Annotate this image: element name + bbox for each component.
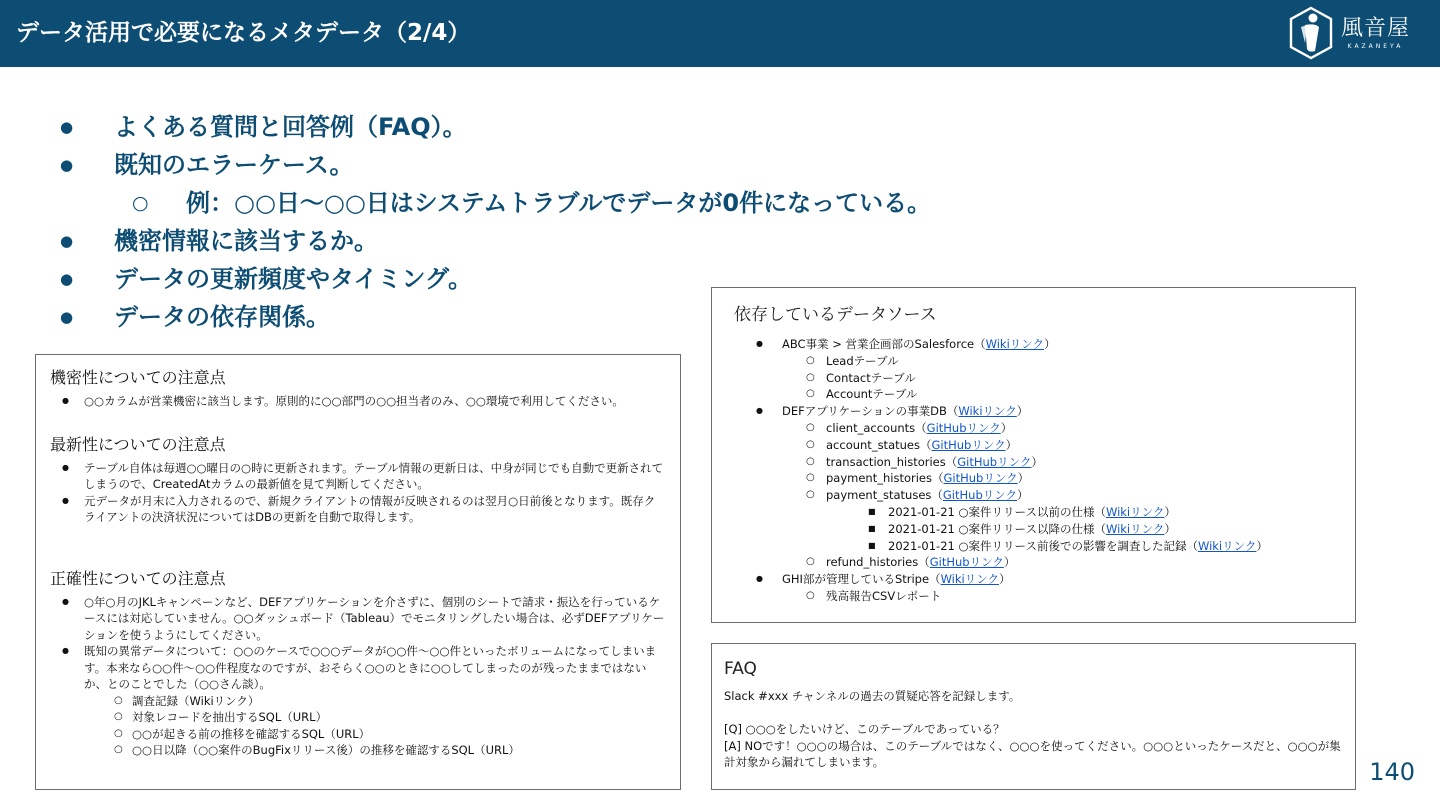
bullet-update-frequency: ● データの更新頻度やタイミング。 — [60, 260, 931, 298]
faq-answer: [A] NOです！○○○の場合は、このテーブルではなく、○○○を使ってください。○○○といったケースだと、○○○が集計対象から漏れてしまいます。 — [724, 738, 1341, 769]
source-item-text: DEFアプリケーションの事業DB（ — [782, 404, 959, 419]
source-item-tail: ） — [1016, 404, 1029, 419]
source-item-text: 2021-01-21 ○案件リリース以降の仕様（ — [888, 521, 1106, 536]
source-link[interactable]: Wikiリンク — [940, 572, 1000, 587]
list-item: ● テーブル自体は毎週○○曜日の○時に更新されます。テーブル情報の更新日は、中身が同じでも自動で更新されてしまうので、CreatedAtカラムの最新値を見て判断してください。 — [50, 460, 666, 493]
source-link[interactable]: GitHubリンク — [931, 437, 1006, 452]
source-link[interactable]: GitHubリンク — [926, 420, 1001, 435]
faq-panel — [711, 643, 1356, 790]
page-title: データ活用で必要になるメタデータ（2/4） — [16, 20, 471, 46]
data-sources-panel — [711, 287, 1356, 623]
source-item — [734, 571, 1333, 588]
accuracy-list — [50, 594, 666, 759]
source-item-text: refund_histories（ — [826, 555, 930, 570]
source-item-tail: ） — [1017, 488, 1029, 503]
list-item: ○ 調査記録（Wikiリンク） — [50, 693, 666, 710]
section-title-confidentiality: 機密性についての注意点 — [50, 368, 226, 387]
source-item-tail: ） — [1000, 420, 1013, 435]
header-bar — [0, 0, 1440, 67]
source-item — [734, 554, 1333, 571]
data-sources-title: 依存しているデータソース — [734, 305, 937, 325]
freshness-list — [50, 460, 666, 526]
confidentiality-list — [50, 393, 666, 410]
source-item — [734, 454, 1333, 471]
caution-notes-panel — [35, 354, 681, 790]
source-item — [734, 403, 1333, 420]
source-link[interactable]: GitHubリンク — [942, 488, 1018, 503]
section-title-freshness: 最新性についての注意点 — [50, 434, 226, 454]
kazaneya-logo — [1285, 4, 1410, 62]
list-item: ● ○○カラムが営業機密に該当します。原則的に○○部門の○○担当者のみ、○○環境で利用してください。 — [50, 393, 666, 410]
list-item: ○ ○○が起きる前の推移を確認するSQL（URL） — [50, 726, 666, 743]
source-link[interactable]: Wikiリンク — [958, 404, 1017, 419]
source-item-text: GHI部が管理しているStripe（ — [782, 572, 941, 587]
list-item: ● 既知の異常データについて：○○のケースで○○○データが○○件〜○○件といったボリュームになってしまいます。本来なら○○件〜○○件程度なのですが、おそらく○○のときに○○してしまったのが残ったままではないか、とのことでした（○○さん談）。 — [50, 643, 666, 693]
logo-subtext: KAZANEYA — [1347, 43, 1404, 50]
bullet-dependencies: ● データの依存関係。 — [60, 298, 931, 336]
source-item — [734, 353, 1333, 370]
source-item — [734, 420, 1333, 437]
source-item — [734, 521, 1333, 538]
source-item-text: transaction_histories（ — [826, 454, 958, 469]
bullet-error-example: ○ 例：○○日〜○○日はシステムトラブルでデータが0件になっている。 — [60, 184, 931, 222]
source-link[interactable]: Wikiリンク — [1105, 521, 1165, 536]
page-number: 140 — [1369, 758, 1415, 786]
source-item-tail: ） — [1164, 521, 1176, 536]
source-item-tail: ） — [1031, 454, 1043, 469]
source-item-text: client_accounts（ — [826, 420, 927, 435]
list-item: ○ 対象レコードを抽出するSQL（URL） — [50, 709, 666, 726]
bullet-faq: ● よくある質問と回答例（FAQ）。 — [60, 108, 931, 146]
source-item-text: ABC事業 > 営業企画部のSalesforce（ — [782, 337, 986, 351]
source-item — [734, 504, 1333, 521]
faq-title: FAQ — [724, 659, 757, 679]
list-item: ● ○年○月のJKLキャンペーンなど、DEFアプリケーションを介さずに、個別のシートで請求・振込を行っているケースには対応していません。○○ダッシュボード（Tableau）でモニタリングしたい場合は、必ずDEFアプリケーションを使うようにしてください。 — [50, 594, 666, 644]
source-item-text: 2021-01-21 ○案件リリース以前の仕様（ — [888, 504, 1106, 519]
source-item — [734, 370, 1333, 387]
source-item — [734, 487, 1333, 504]
source-link[interactable]: GitHubリンク — [943, 471, 1018, 486]
list-item: ○ ○○日以降（○○案件のBugFixリリース後）の推移を確認するSQL（URL） — [50, 742, 666, 759]
source-item-text: Leadテーブル — [826, 353, 899, 368]
data-sources-list — [734, 336, 1333, 605]
source-item-tail: ） — [1044, 337, 1056, 351]
bullet-known-errors: ● 既知のエラーケース。 — [60, 146, 931, 184]
logo-name: 風音屋 — [1340, 16, 1410, 41]
faq-question: [Q] ○○○をしたいけど、このテーブルであっている？ — [724, 722, 1005, 736]
source-item-tail: ） — [999, 572, 1011, 587]
source-item — [734, 470, 1333, 487]
source-item — [734, 386, 1333, 403]
source-item-tail: ） — [1017, 471, 1030, 486]
source-item-text: payment_statuses（ — [826, 488, 943, 503]
source-item-text: Accountテーブル — [826, 387, 918, 402]
source-item-tail: ） — [1003, 555, 1016, 570]
source-link[interactable]: GitHubリンク — [957, 454, 1032, 469]
list-item: ● 元データが月末に入力されるので、新規クライアントの情報が反映されるのは翌月○日前後となります。既存クライアントの決済状況についてはDBの更新を自動で取得します。 — [50, 493, 666, 526]
faq-intro: Slack #xxx チャンネルの過去の質疑応答を記録します。 — [724, 689, 1021, 703]
source-item-tail: ） — [1005, 437, 1018, 452]
source-item-text: payment_histories（ — [826, 471, 944, 486]
bullet-confidential: ● 機密情報に該当するか。 — [60, 222, 931, 260]
source-item — [734, 588, 1333, 605]
source-item-text: 2021-01-21 ○案件リリース前後での影響を調査した記録（ — [888, 538, 1198, 553]
faq-spacer — [724, 705, 1343, 722]
source-link[interactable]: Wikiリンク — [1197, 538, 1257, 553]
source-item-text: account_statues（ — [826, 437, 932, 452]
section-title-accuracy: 正確性についての注意点 — [50, 568, 226, 588]
source-item-tail: ） — [1164, 504, 1176, 519]
source-item-text: Contactテーブル — [826, 370, 916, 385]
source-link[interactable]: GitHubリンク — [929, 555, 1004, 570]
source-item-tail: ） — [1256, 538, 1268, 553]
source-item — [734, 336, 1333, 353]
logo-mark-icon — [1285, 5, 1337, 61]
source-link[interactable]: Wikiリンク — [1105, 504, 1165, 519]
source-link[interactable]: Wikiリンク — [985, 337, 1045, 351]
source-item-text: 残高報告CSVレポート — [826, 588, 942, 603]
source-item — [734, 538, 1333, 555]
source-item — [734, 437, 1333, 454]
